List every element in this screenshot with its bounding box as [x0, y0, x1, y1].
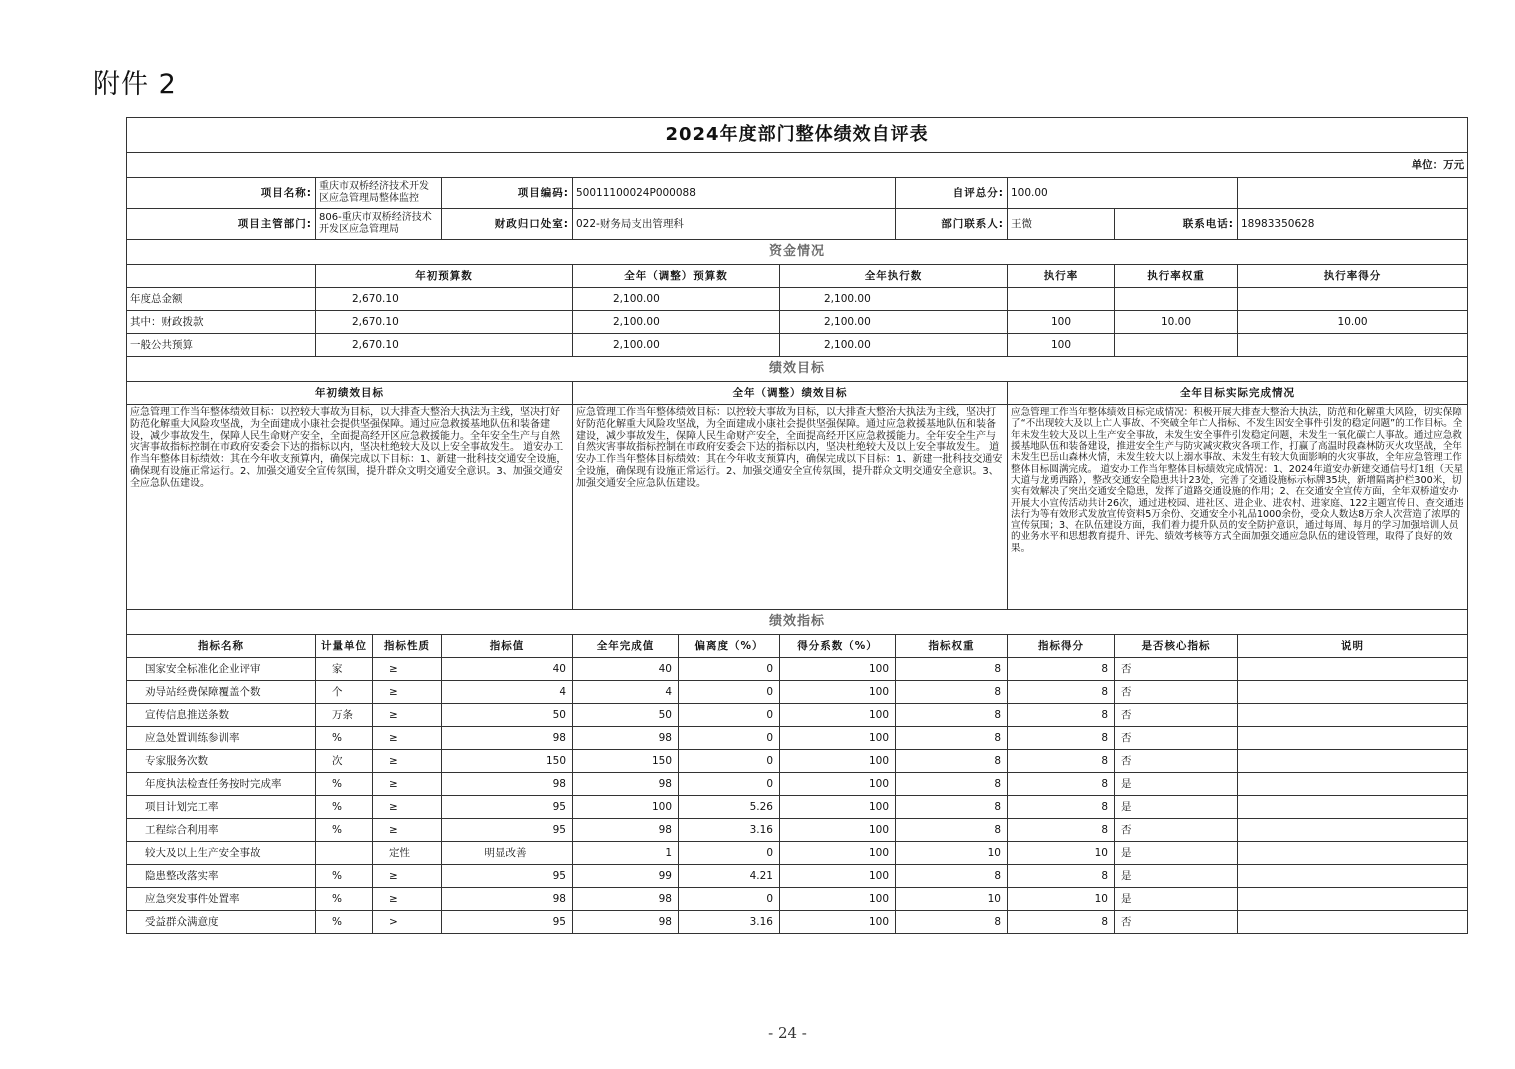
ind-actual: 50: [573, 704, 679, 727]
funds-row-weight: [1115, 334, 1238, 357]
ind-weight: 8: [896, 865, 1008, 888]
indicator-row: [127, 865, 1468, 888]
unit-label: 单位：万元: [127, 153, 1468, 178]
project-code-value: 50011100024P000088: [573, 178, 896, 209]
ind-deviation: 3.16: [679, 911, 780, 934]
ind-target: 明显改善: [442, 842, 573, 865]
ind-core: 是: [1115, 773, 1238, 796]
objectives-actual-text: 应急管理工作当年整体绩效目标完成情况：积极开展大排查大整治大执法，防范和化解重大风险，切实保障了“不出现较大及以上亡人事故、不突破全年亡人指标、不发生因安全事件引发的稳定问题”的工作目标。全年未发生较大及以上生产安全事故，未发生安全事件引发稳定问题，未发生一氧化碳亡人事故。通过应急救援基地队伍和装备建设，推进安全生产与防灾减灾救灾各项工作，打赢了高温时段森林防灭火攻坚战，全年未发生巴岳山森林火情，未发生较大以上溺水事故、未发生有较大负面影响的火灾事故，全年应急管理工作整体目标圆满完成。 道安办工作当年整体目标绩效完成情况：1、2024年道安办新建交通信号灯1组（天星大道与龙勇西路），整改交通安全隐患共计23处，完善了交通设施标示标牌35块，新增隔离护栏300米，切实有效解决了突出交通安全隐患，发挥了道路交通设施的作用；2、在交通安全宣传方面，全年双桥道安办开展大小宣传活动共计26次，通过进校园、进社区、进企业、进农村、进家庭、122主题宣传日、查交通违法行为等有效形式发放宣传资料5万余份、交通安全小礼品1000余份，受众人数达8万余人次营造了浓厚的宣传氛围；3、在队伍建设方面，我们着力提升队员的安全防护意识，通过每周、每月的学习加强培训人员的业务水平和思想教育提升、评先、绩效考核等方式全面加强交通应急队伍的建设管理，取得了良好的效果。: [1008, 405, 1468, 610]
funds-row-initial: 2,670.10: [316, 334, 573, 357]
ind-weight: 8: [896, 750, 1008, 773]
unit-row: [127, 153, 1468, 178]
ind-deviation: 0: [679, 773, 780, 796]
ind-actual: 98: [573, 819, 679, 842]
ind-actual: 98: [573, 727, 679, 750]
funds-header-score: 执行率得分: [1238, 265, 1468, 288]
ind-score: 10: [1008, 888, 1115, 911]
objectives-header-adjusted: 全年（调整）绩效目标: [573, 382, 1008, 405]
ind-unit: %: [316, 796, 373, 819]
ind-deviation: 4.21: [679, 865, 780, 888]
ind-coef: 100: [780, 727, 896, 750]
funds-row-weight: 10.00: [1115, 311, 1238, 334]
ind-nature: ≥: [373, 704, 442, 727]
ind-deviation: 0: [679, 842, 780, 865]
funds-row-score: 10.00: [1238, 311, 1468, 334]
ind-core: 否: [1115, 681, 1238, 704]
funds-row-name: 一般公共预算: [127, 334, 316, 357]
ind-name: 应急处置训练参训率: [127, 727, 316, 750]
ind-target: 95: [442, 819, 573, 842]
ind-note: [1238, 750, 1468, 773]
ind-unit: %: [316, 888, 373, 911]
funds-row-adjusted: 2,100.00: [573, 288, 780, 311]
ind-target: 98: [442, 727, 573, 750]
ind-nature: ≥: [373, 750, 442, 773]
dept-label: 项目主管部门:: [127, 209, 316, 240]
ind-weight: 10: [896, 842, 1008, 865]
ind-header-deviation: 偏离度（%）: [679, 635, 780, 658]
funds-row-executed: 2,100.00: [780, 311, 1008, 334]
phone-value: 18983350628: [1238, 209, 1468, 240]
objectives-content-row: [127, 405, 1468, 610]
ind-score: 8: [1008, 681, 1115, 704]
indicators-section-row: [127, 610, 1468, 635]
ind-unit: 次: [316, 750, 373, 773]
ind-coef: 100: [780, 888, 896, 911]
indicator-row: [127, 888, 1468, 911]
attachment-label: 附件 2: [93, 69, 177, 100]
ind-note: [1238, 727, 1468, 750]
ind-note: [1238, 888, 1468, 911]
ind-coef: 100: [780, 911, 896, 934]
ind-weight: 8: [896, 796, 1008, 819]
info-row-2: [127, 209, 1468, 240]
ind-target: 150: [442, 750, 573, 773]
objectives-section-row: [127, 357, 1468, 382]
ind-coef: 100: [780, 658, 896, 681]
ind-core: 是: [1115, 865, 1238, 888]
indicator-row: [127, 842, 1468, 865]
ind-coef: 100: [780, 750, 896, 773]
ind-deviation: 3.16: [679, 819, 780, 842]
funds-row: [127, 311, 1468, 334]
ind-name: 劝导站经费保障覆盖个数: [127, 681, 316, 704]
ind-header-unit: 计量单位: [316, 635, 373, 658]
ind-weight: 8: [896, 681, 1008, 704]
self-score-value: 100.00: [1008, 178, 1238, 209]
phone-label: 联系电话:: [1115, 209, 1238, 240]
funds-row-adjusted: 2,100.00: [573, 334, 780, 357]
ind-name: 国家安全标准化企业评审: [127, 658, 316, 681]
funds-section-title: 资金情况: [127, 240, 1468, 265]
ind-actual: 150: [573, 750, 679, 773]
project-name-value: 重庆市双桥经济技术开发区应急管理局整体监控: [316, 178, 442, 209]
funds-row-name: 年度总金额: [127, 288, 316, 311]
indicator-row: [127, 750, 1468, 773]
contact-label: 部门联系人:: [896, 209, 1008, 240]
ind-name: 受益群众满意度: [127, 911, 316, 934]
indicators-body: [127, 658, 1468, 934]
finance-value: 022-财务局支出管理科: [573, 209, 896, 240]
ind-name: 年度执法检查任务按时完成率: [127, 773, 316, 796]
ind-target: 98: [442, 773, 573, 796]
ind-actual: 98: [573, 911, 679, 934]
indicator-row: [127, 681, 1468, 704]
ind-weight: 10: [896, 888, 1008, 911]
funds-row-rate: [1008, 288, 1115, 311]
ind-coef: 100: [780, 796, 896, 819]
contact-value: 王微: [1008, 209, 1115, 240]
ind-unit: [316, 842, 373, 865]
ind-core: 是: [1115, 796, 1238, 819]
objectives-header-row: [127, 382, 1468, 405]
ind-coef: 100: [780, 842, 896, 865]
indicator-row: [127, 658, 1468, 681]
ind-nature: ≥: [373, 681, 442, 704]
finance-label: 财政归口处室:: [442, 209, 573, 240]
project-code-label: 项目编码:: [442, 178, 573, 209]
funds-header-adjusted: 全年（调整）预算数: [573, 265, 780, 288]
funds-row-initial: 2,670.10: [316, 311, 573, 334]
ind-coef: 100: [780, 865, 896, 888]
ind-coef: 100: [780, 819, 896, 842]
funds-row: [127, 334, 1468, 357]
ind-name: 应急突发事件处置率: [127, 888, 316, 911]
performance-table: [126, 117, 1468, 934]
ind-core: 否: [1115, 658, 1238, 681]
ind-header-score: 指标得分: [1008, 635, 1115, 658]
ind-unit: 家: [316, 658, 373, 681]
ind-header-note: 说明: [1238, 635, 1468, 658]
ind-nature: ≥: [373, 796, 442, 819]
ind-score: 8: [1008, 773, 1115, 796]
funds-row-name: 其中：财政拨款: [127, 311, 316, 334]
ind-target: 4: [442, 681, 573, 704]
empty-cell: [1238, 178, 1468, 209]
dept-value: 806-重庆市双桥经济技术开发区应急管理局: [316, 209, 442, 240]
ind-deviation: 0: [679, 658, 780, 681]
ind-header-name: 指标名称: [127, 635, 316, 658]
ind-unit: %: [316, 911, 373, 934]
ind-unit: %: [316, 727, 373, 750]
objectives-header-actual: 全年目标实际完成情况: [1008, 382, 1468, 405]
indicator-row: [127, 819, 1468, 842]
funds-row-executed: 2,100.00: [780, 288, 1008, 311]
info-row-1: [127, 178, 1468, 209]
ind-weight: 8: [896, 704, 1008, 727]
ind-header-target: 指标值: [442, 635, 573, 658]
ind-weight: 8: [896, 658, 1008, 681]
ind-header-coef: 得分系数（%）: [780, 635, 896, 658]
ind-deviation: 0: [679, 681, 780, 704]
ind-name: 项目计划完工率: [127, 796, 316, 819]
ind-actual: 40: [573, 658, 679, 681]
ind-note: [1238, 911, 1468, 934]
ind-note: [1238, 681, 1468, 704]
page-number: - 24 -: [768, 1024, 807, 1042]
objectives-initial-text: 应急管理工作当年整体绩效目标：以控较大事故为目标，以大排查大整治大执法为主线，坚决打好防范化解重大风险攻坚战，为全面建成小康社会提供坚强保障。通过应急救援基地队伍和装备建设，减少事故发生，保障人民生命财产安全，全面提高经开区应急救援能力。全年安全生产与自然灾害事故指标控制在市政府安委会下达的指标以内，坚决杜绝较大及以上安全事故发生。 道安办工作当年整体目标绩效：其在今年收支预算内，确保完成以下目标：1、新建一批科技交通安全设施，确保现有设施正常运行。2、加强交通安全宣传氛围，提升群众文明交通安全意识。3、加强交通安全应急队伍建设。: [127, 405, 573, 610]
funds-row-rate: 100: [1008, 311, 1115, 334]
ind-nature: 定性: [373, 842, 442, 865]
ind-core: 否: [1115, 704, 1238, 727]
ind-actual: 98: [573, 773, 679, 796]
ind-deviation: 5.26: [679, 796, 780, 819]
ind-target: 95: [442, 911, 573, 934]
indicator-row: [127, 727, 1468, 750]
funds-row-initial: 2,670.10: [316, 288, 573, 311]
ind-nature: ≥: [373, 658, 442, 681]
ind-unit: %: [316, 773, 373, 796]
ind-score: 8: [1008, 704, 1115, 727]
funds-row-executed: 2,100.00: [780, 334, 1008, 357]
objectives-section-title: 绩效目标: [127, 357, 1468, 382]
ind-weight: 8: [896, 819, 1008, 842]
ind-deviation: 0: [679, 888, 780, 911]
funds-header-rate: 执行率: [1008, 265, 1115, 288]
ind-target: 98: [442, 888, 573, 911]
ind-deviation: 0: [679, 750, 780, 773]
ind-nature: ≥: [373, 773, 442, 796]
funds-header-weight: 执行率权重: [1115, 265, 1238, 288]
ind-target: 95: [442, 796, 573, 819]
ind-actual: 99: [573, 865, 679, 888]
indicator-row: [127, 704, 1468, 727]
ind-weight: 8: [896, 727, 1008, 750]
ind-coef: 100: [780, 704, 896, 727]
self-score-label: 自评总分:: [896, 178, 1008, 209]
ind-score: 8: [1008, 796, 1115, 819]
ind-header-actual: 全年完成值: [573, 635, 679, 658]
ind-score: 8: [1008, 727, 1115, 750]
ind-score: 8: [1008, 750, 1115, 773]
ind-nature: >: [373, 911, 442, 934]
ind-deviation: 0: [679, 704, 780, 727]
objectives-adjusted-text: 应急管理工作当年整体绩效目标：以控较大事故为目标，以大排查大整治大执法为主线，坚决打好防范化解重大风险攻坚战，为全面建成小康社会提供坚强保障。通过应急救援基地队伍和装备建设，减少事故发生，保障人民生命财产安全，全面提高经开区应急救援能力。全年安全生产与自然灾害事故指标控制在市政府安委会下达的指标以内，坚决杜绝较大及以上安全事故发生。 道安办工作当年整体目标绩效：其在今年收支预算内，确保完成以下目标：1、新建一批科技交通安全设施，确保现有设施正常运行。2、加强交通安全宣传氛围，提升群众文明交通安全意识。3、加强交通安全应急队伍建设。: [573, 405, 1008, 610]
ind-nature: ≥: [373, 727, 442, 750]
ind-note: [1238, 796, 1468, 819]
ind-actual: 98: [573, 888, 679, 911]
ind-score: 8: [1008, 658, 1115, 681]
project-name-label: 项目名称:: [127, 178, 316, 209]
ind-core: 否: [1115, 727, 1238, 750]
ind-note: [1238, 773, 1468, 796]
funds-row: [127, 288, 1468, 311]
funds-header-initial: 年初预算数: [316, 265, 573, 288]
ind-nature: ≥: [373, 888, 442, 911]
indicator-row: [127, 796, 1468, 819]
ind-name: 工程综合利用率: [127, 819, 316, 842]
ind-note: [1238, 865, 1468, 888]
funds-header-blank: [127, 265, 316, 288]
page-title: 2024年度部门整体绩效自评表: [127, 118, 1468, 153]
objectives-header-initial: 年初绩效目标: [127, 382, 573, 405]
funds-row-rate: 100: [1008, 334, 1115, 357]
ind-weight: 8: [896, 911, 1008, 934]
ind-core: 否: [1115, 750, 1238, 773]
ind-core: 否: [1115, 911, 1238, 934]
funds-row-score: [1238, 334, 1468, 357]
ind-core: 是: [1115, 842, 1238, 865]
indicator-row: [127, 773, 1468, 796]
ind-nature: ≥: [373, 865, 442, 888]
ind-name: 宣传信息推送条数: [127, 704, 316, 727]
funds-row-score: [1238, 288, 1468, 311]
funds-header-row: [127, 265, 1468, 288]
ind-note: [1238, 842, 1468, 865]
ind-score: 8: [1008, 819, 1115, 842]
ind-name: 专家服务次数: [127, 750, 316, 773]
ind-weight: 8: [896, 773, 1008, 796]
ind-score: 8: [1008, 911, 1115, 934]
ind-header-weight: 指标权重: [896, 635, 1008, 658]
ind-score: 10: [1008, 842, 1115, 865]
ind-coef: 100: [780, 773, 896, 796]
funds-section-row: [127, 240, 1468, 265]
ind-nature: ≥: [373, 819, 442, 842]
ind-actual: 100: [573, 796, 679, 819]
ind-target: 40: [442, 658, 573, 681]
ind-header-nature: 指标性质: [373, 635, 442, 658]
funds-header-executed: 全年执行数: [780, 265, 1008, 288]
ind-note: [1238, 819, 1468, 842]
ind-core: 否: [1115, 819, 1238, 842]
ind-unit: 个: [316, 681, 373, 704]
indicators-header-row: [127, 635, 1468, 658]
funds-row-weight: [1115, 288, 1238, 311]
ind-unit: %: [316, 819, 373, 842]
ind-actual: 4: [573, 681, 679, 704]
ind-unit: 万条: [316, 704, 373, 727]
ind-deviation: 0: [679, 727, 780, 750]
ind-note: [1238, 704, 1468, 727]
title-row: [127, 118, 1468, 153]
ind-name: 较大及以上生产安全事故: [127, 842, 316, 865]
indicator-row: [127, 911, 1468, 934]
ind-core: 是: [1115, 888, 1238, 911]
funds-row-adjusted: 2,100.00: [573, 311, 780, 334]
ind-unit: %: [316, 865, 373, 888]
ind-target: 95: [442, 865, 573, 888]
indicators-section-title: 绩效指标: [127, 610, 1468, 635]
ind-coef: 100: [780, 681, 896, 704]
ind-target: 50: [442, 704, 573, 727]
ind-name: 隐患整改落实率: [127, 865, 316, 888]
ind-note: [1238, 658, 1468, 681]
ind-actual: 1: [573, 842, 679, 865]
ind-score: 8: [1008, 865, 1115, 888]
ind-header-core: 是否核心指标: [1115, 635, 1238, 658]
